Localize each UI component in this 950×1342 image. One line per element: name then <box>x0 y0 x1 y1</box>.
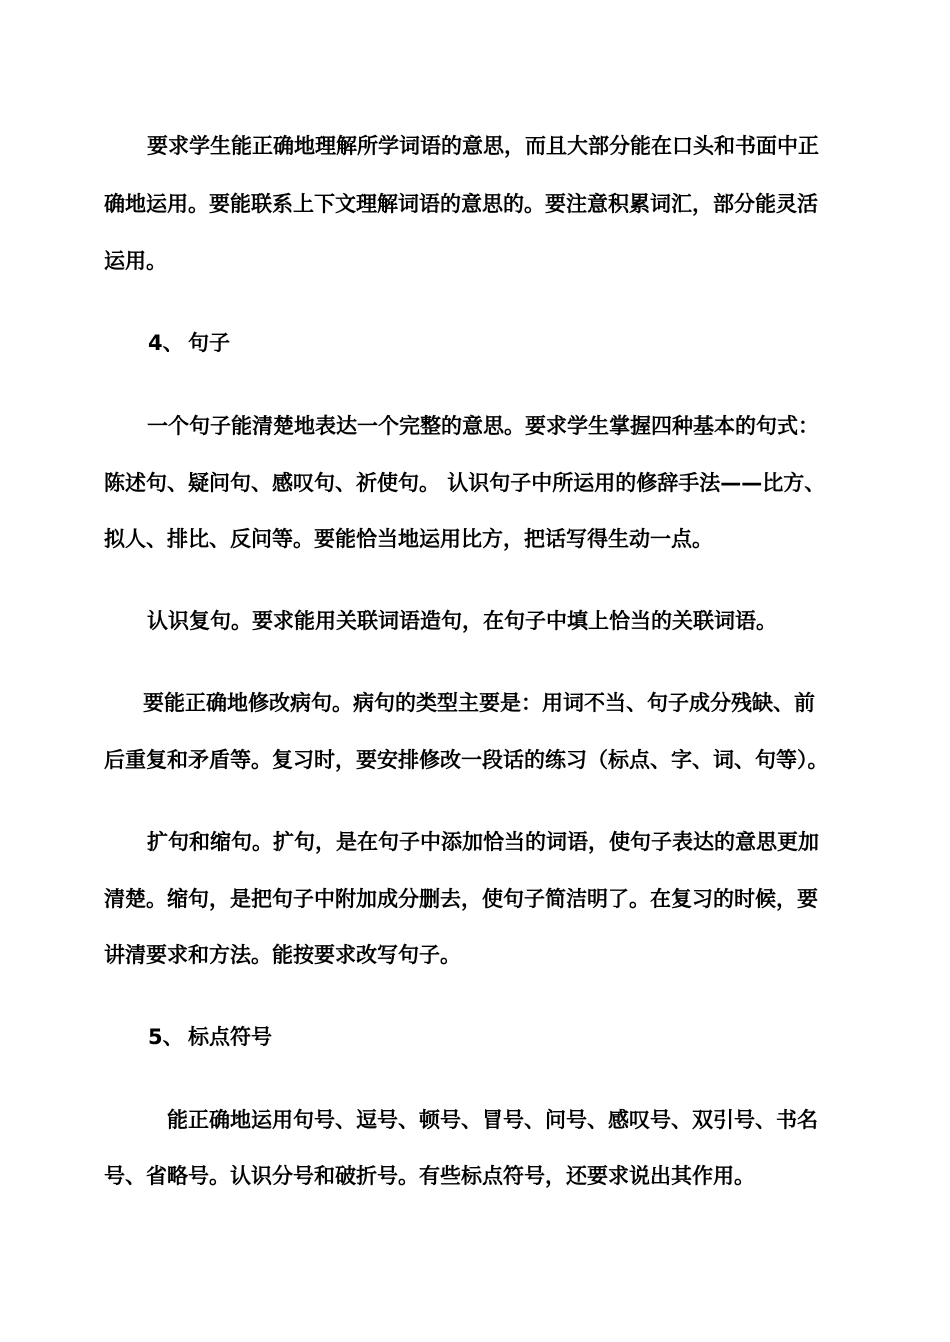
paragraph-2-line-3: 拟人、排比、反问等。要能恰当地运用比方，把话写得生动一点。 <box>104 527 713 551</box>
paragraph-2-line-2: 陈述句、疑问句、感叹句、祈使句。 认识句子中所运用的修辞手法——比方、 <box>104 471 826 495</box>
paragraph-1-line-1: 要求学生能正确地理解所学词语的意思，而且大部分能在口头和书面中正 <box>147 134 819 158</box>
section-4-number: 4、 <box>148 331 184 355</box>
section-5-heading <box>148 1023 272 1051</box>
paragraph-1-line-3: 运用。 <box>104 249 167 273</box>
section-5-number: 5、 <box>148 1025 184 1049</box>
paragraph-5-line-3: 讲清要求和方法。能按要求改写句子。 <box>104 943 461 967</box>
paragraph-1-line-2: 确地运用。要能联系上下文理解词语的意思的。要注意积累词汇，部分能灵活 <box>104 192 818 216</box>
paragraph-6-line-2: 号、省略号。认识分号和破折号。有些标点符号，还要求说出其作用。 <box>104 1164 755 1188</box>
paragraph-4-line-1: 要能正确地修改病句。病句的类型主要是：用词不当、句子成分残缺、前 <box>143 691 815 715</box>
section-4-heading <box>148 329 230 357</box>
paragraph-6-line-1: 能正确地运用句号、逗号、顿号、冒号、问号、感叹号、双引号、书名 <box>167 1108 818 1132</box>
section-4-title: 句子 <box>188 331 230 355</box>
paragraph-5-line-1: 扩句和缩句。扩句，是在句子中添加恰当的词语，使句子表达的意思更加 <box>147 830 819 854</box>
section-5-title: 标点符号 <box>188 1025 272 1049</box>
paragraph-3-line-1: 认识复句。要求能用关联词语造句，在句子中填上恰当的关联词语。 <box>147 609 777 633</box>
paragraph-5-line-2: 清楚。缩句，是把句子中附加成分删去，使句子简洁明了。在复习的时候，要 <box>104 887 818 911</box>
paragraph-4-line-2: 后重复和矛盾等。复习时，要安排修改一段话的练习（标点、字、词、句等）。 <box>104 748 829 772</box>
paragraph-2-line-1: 一个句子能清楚地表达一个完整的意思。要求学生掌握四种基本的句式： <box>147 414 819 438</box>
